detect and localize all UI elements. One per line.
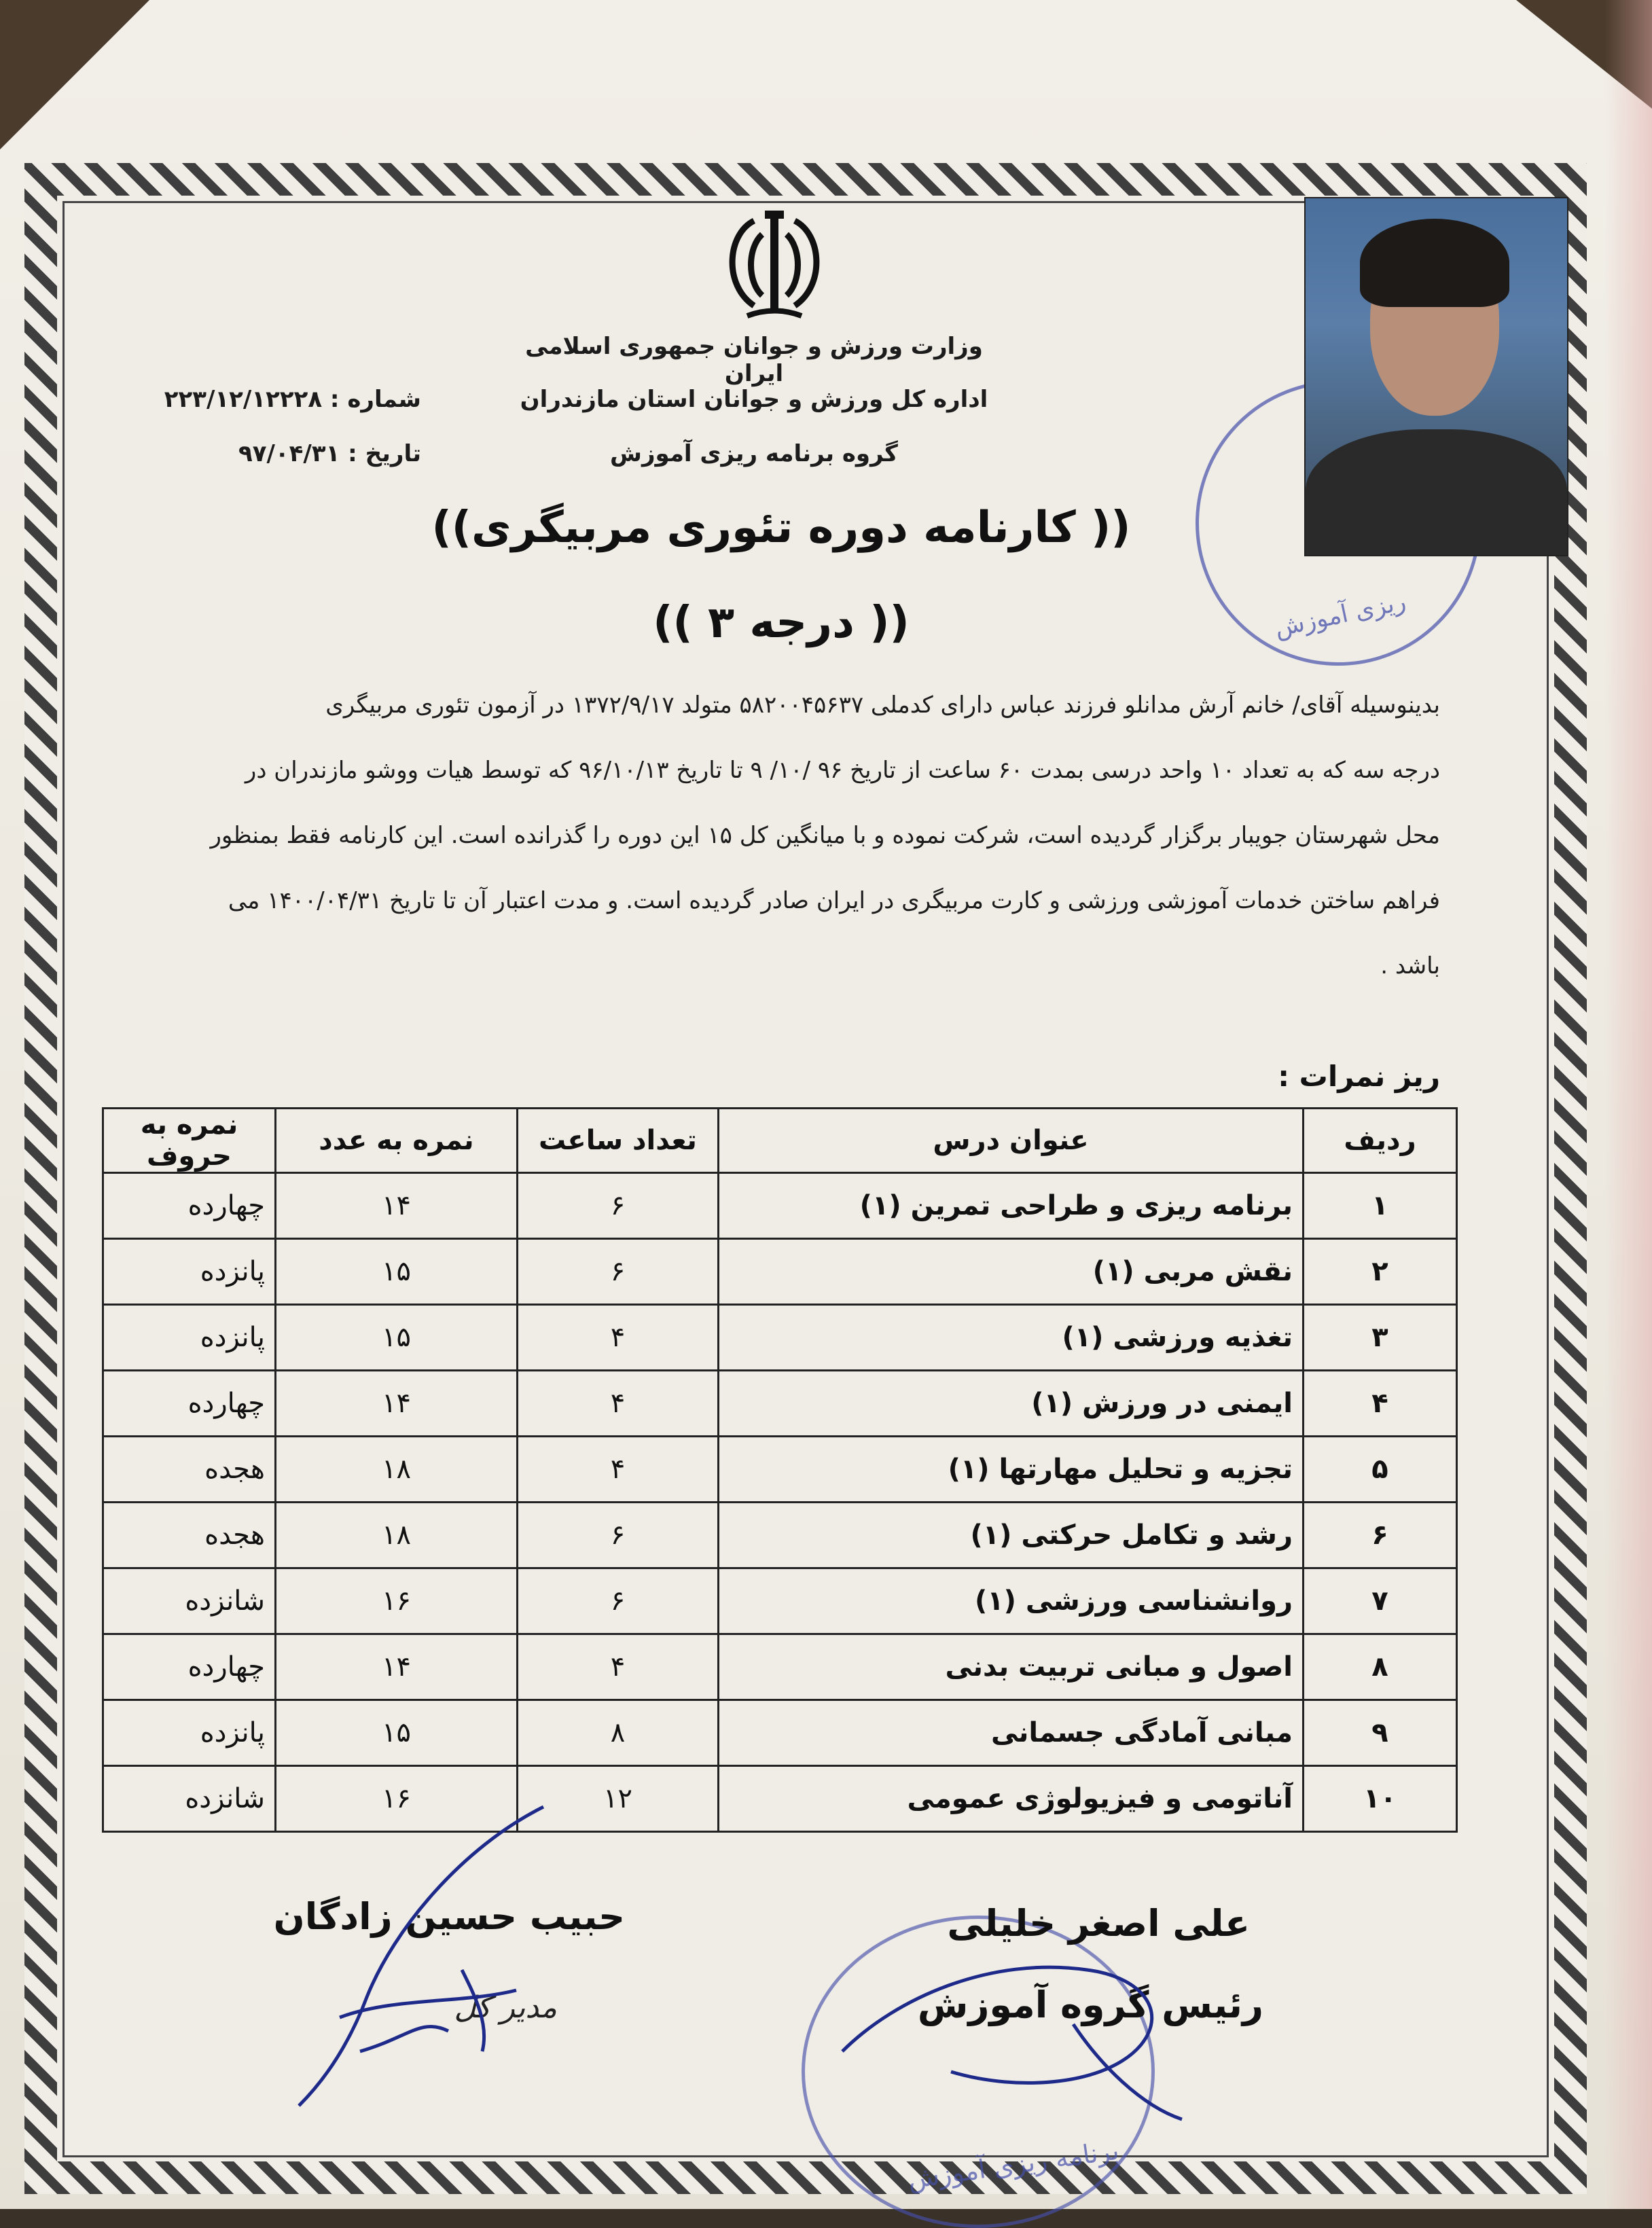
department-stamp-text: برنامه ریزی آموزش	[905, 2135, 1121, 2195]
table-row	[103, 1371, 1457, 1437]
certificate-body	[122, 672, 1440, 999]
header-grade-number: نمره به عدد	[276, 1109, 518, 1173]
body-line-4: فراهم ساختن خدمات آموزشی ورزشی و کارت مربیگری در ایران صادر گردیده است. و مدت اعتبار آن تا تاریخ ۱۴۰۰/۰۴/۳۱ می	[228, 887, 1440, 914]
document-date: تاریخ : ۹۷/۰۴/۳۱	[238, 440, 421, 467]
row-index: ۶	[1304, 1503, 1457, 1568]
row-course: تجزیه و تحلیل مهارتها (۱)	[719, 1437, 1304, 1503]
row-grade-words: چهارده	[103, 1634, 276, 1700]
row-course: تغذیه ورزشی (۱)	[719, 1305, 1304, 1371]
certificate-title: ((کارنامه دوره تئوری مربیگری ))	[431, 503, 1131, 553]
row-grade-number: ۱۶	[276, 1568, 518, 1634]
row-grade-number: ۱۴	[276, 1371, 518, 1437]
row-hours: ۸	[518, 1700, 719, 1766]
row-grade-words: هجده	[103, 1437, 276, 1503]
table-row	[103, 1700, 1457, 1766]
row-course: آناتومی و فیزیولوژی عمومی	[719, 1766, 1304, 1832]
row-grade-number: ۱۴	[276, 1634, 518, 1700]
photo-stamp-text: ریزی آموزش	[1272, 588, 1409, 643]
body-line-3: محل شهرستان جویبار برگزار گردیده است، شرکت نموده و با میانگین کل ۱۵ این دوره را گذرانده است. این کارنامه فقط بمنظور	[210, 822, 1440, 849]
general-manager-name: حبیب حسین زادگان	[273, 1895, 625, 1938]
background-corner-left	[0, 0, 149, 149]
certificate-degree: (( درجه ۳ ))	[653, 598, 910, 648]
row-grade-number: ۱۸	[276, 1437, 518, 1503]
body-line-5: باشد .	[1380, 952, 1440, 980]
row-grade-words: چهارده	[103, 1173, 276, 1239]
row-grade-number: ۱۵	[276, 1700, 518, 1766]
header-index: ردیف	[1304, 1109, 1457, 1173]
row-index: ۷	[1304, 1568, 1457, 1634]
row-index: ۱	[1304, 1173, 1457, 1239]
education-head-name: علی اصغر خلیلی	[947, 1902, 1250, 1945]
ministry-title: وزارت ورزش و جوانان جمهوری اسلامی ایران	[525, 333, 983, 387]
table-row	[103, 1437, 1457, 1503]
row-course: نقش مربی (۱)	[719, 1239, 1304, 1305]
body-line-2: درجه سه که به تعداد ۱۰ واحد درسی بمدت ۶۰ ساعت از تاریخ ۹۶ /۱۰/ ۹ تا تاریخ ۹۶/۱۰/۱۳ که توسط هیات ووشو مازندران در	[245, 757, 1440, 784]
row-course: روانشناسی ورزشی (۱)	[719, 1568, 1304, 1634]
scores-header-row	[103, 1109, 1457, 1173]
row-grade-words: شانزده	[103, 1766, 276, 1832]
header-hours: تعداد ساعت	[518, 1109, 719, 1173]
general-manager-title: مدیر کل	[454, 1990, 557, 2025]
row-index: ۵	[1304, 1437, 1457, 1503]
row-grade-words: پانزده	[103, 1700, 276, 1766]
paper-edge-shadow	[1604, 0, 1652, 2209]
row-course: اصول و مبانی تربیت بدنی	[719, 1634, 1304, 1700]
document-number: شماره : ۲۲۳/۱۲/۱۲۲۲۸	[164, 386, 421, 413]
row-hours: ۱۲	[518, 1766, 719, 1832]
education-head-signature	[815, 1916, 1196, 2133]
group-title: گروه برنامه ریزی آموزش	[610, 440, 898, 467]
row-grade-words: شانزده	[103, 1568, 276, 1634]
row-hours: ۶	[518, 1173, 719, 1239]
table-row	[103, 1568, 1457, 1634]
applicant-photo	[1304, 197, 1568, 556]
row-hours: ۴	[518, 1437, 719, 1503]
row-grade-number: ۱۶	[276, 1766, 518, 1832]
scores-table	[102, 1107, 1458, 1833]
header-grade-words: نمره به حروف	[103, 1109, 276, 1173]
row-index: ۳	[1304, 1305, 1457, 1371]
table-row	[103, 1173, 1457, 1239]
table-row	[103, 1305, 1457, 1371]
row-grade-words: هجده	[103, 1503, 276, 1568]
row-index: ۱۰	[1304, 1766, 1457, 1832]
row-grade-words: چهارده	[103, 1371, 276, 1437]
office-title: اداره کل ورزش و جوانان استان مازندران	[520, 386, 988, 413]
row-index: ۸	[1304, 1634, 1457, 1700]
row-hours: ۶	[518, 1503, 719, 1568]
row-hours: ۶	[518, 1239, 719, 1305]
row-index: ۲	[1304, 1239, 1457, 1305]
general-manager-signature	[258, 1793, 639, 2113]
row-course: رشد و تکامل حرکتی (۱)	[719, 1503, 1304, 1568]
table-row	[103, 1503, 1457, 1568]
row-hours: ۴	[518, 1634, 719, 1700]
row-grade-number: ۱۵	[276, 1305, 518, 1371]
row-index: ۹	[1304, 1700, 1457, 1766]
row-hours: ۶	[518, 1568, 719, 1634]
row-grade-words: پانزده	[103, 1305, 276, 1371]
iran-emblem-icon	[706, 204, 842, 326]
row-index: ۴	[1304, 1371, 1457, 1437]
row-grade-number: ۱۵	[276, 1239, 518, 1305]
row-course: ایمنی در ورزش (۱)	[719, 1371, 1304, 1437]
row-grade-number: ۱۸	[276, 1503, 518, 1568]
row-course: مبانی آمادگی جسمانی	[719, 1700, 1304, 1766]
header-course: عنوان درس	[719, 1109, 1304, 1173]
row-course: برنامه ریزی و طراحی تمرین (۱)	[719, 1173, 1304, 1239]
row-grade-words: پانزده	[103, 1239, 276, 1305]
row-hours: ۴	[518, 1371, 719, 1437]
table-row	[103, 1634, 1457, 1700]
table-row	[103, 1239, 1457, 1305]
scores-label: ریز نمرات :	[1278, 1060, 1440, 1093]
row-grade-number: ۱۴	[276, 1173, 518, 1239]
row-hours: ۴	[518, 1305, 719, 1371]
body-line-1: بدینوسیله آقای/ خانم آرش مدانلو فرزند عباس دارای کدملی ۵۸۲۰۰۴۵۶۳۷ متولد ۱۳۷۲/۹/۱۷ در آزمون تئوری مربیگری	[325, 691, 1440, 719]
education-head-title: رئیس گروه آموزش	[917, 1983, 1263, 2026]
